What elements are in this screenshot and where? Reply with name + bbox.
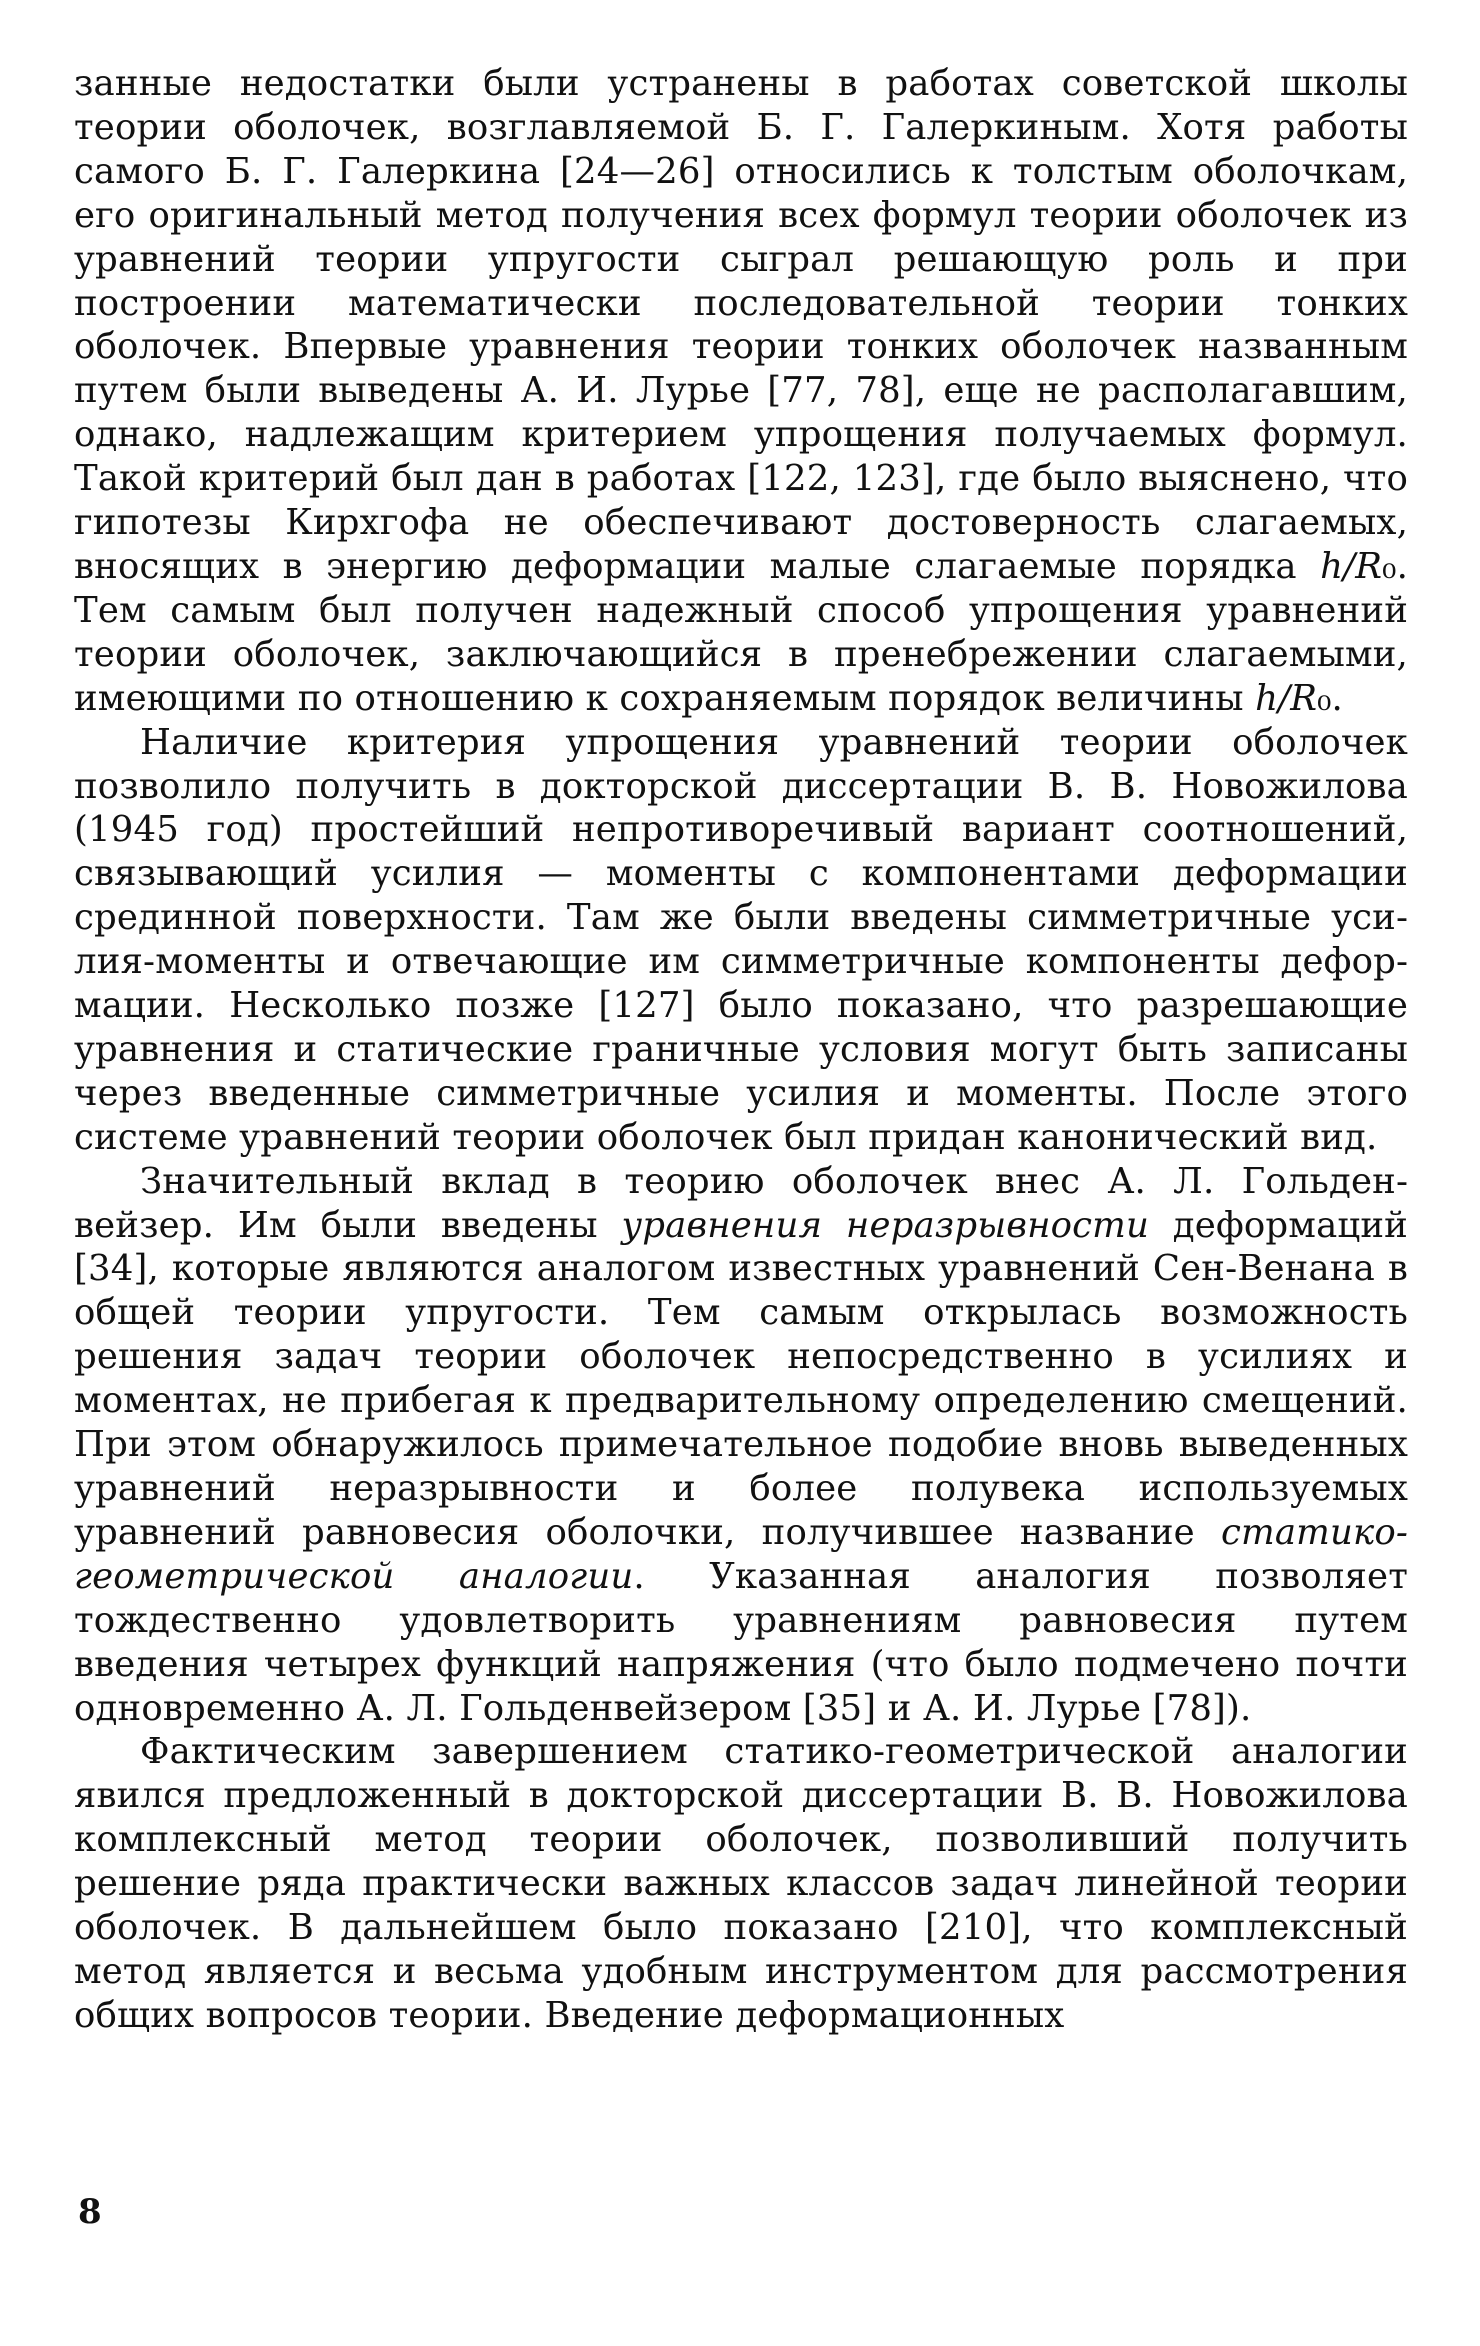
paragraph-3	[74, 1160, 1408, 1731]
paragraph-1-subscript-zero: ₀	[1382, 545, 1397, 587]
paragraph-1-formula-h-over-r-2: h/R	[1255, 677, 1318, 719]
paragraph-2	[74, 721, 1408, 1160]
page-number: 8	[78, 2192, 102, 2232]
paragraph-3-term-static-geometric-analogy: статико-геометрической аналогии	[74, 1511, 1408, 1597]
paragraph-3-text-b: деформаций [34], которые являются аналогом известных уравнений Сен-Венана в общей теории упругости. Тем самым открылась возможность решения задач теории оболочек непосредственно в усилиях и моментах, не прибегая к предварительному определению смещений. При этом обнаружилось примечательное подобие вновь выведенных уравнений неразрывности и более полувека используемых уравнений равновесия оболочки, получившее название	[74, 1204, 1408, 1553]
paragraph-2-text: Наличие критерия упрощения уравнений теории оболочек позволило получить в докторской диссертации В. В. Новожилова (1945 год) простейший непротиворечивый вариант соотношений, связывающий усилия — моменты с компонентами деформации срединной поверхности. Там же были введены симметричные усилия-моменты и отвечающие им симметричные компоненты деформации. Несколько позже [127] было показано, что разрешающие уравнения и статические граничные условия могут быть записаны через введенные симметричные усилия и моменты. После этого системе уравнений теории оболочек был придан канонический вид.	[74, 721, 1408, 1158]
paragraph-1-text-a: занные недостатки были устранены в работах советской школы теории оболочек, возглавляемой Б. Г. Галеркиным. Хотя работы самого Б. Г. Галеркина [24—26] относились к толстым оболочкам, его оригинальный метод получения всех формул теории оболочек из уравнений теории упругости сыграл решающую роль и при построении математически последовательной теории тонких оболочек. Впервые уравнения теории тонких оболочек названным путем были выведены А. И. Лурье [77, 78], еще не располагавшим, однако, надлежащим критерием упрощения получаемых формул. Такой критерий был дан в работах [122, 123], где было выяснено, что гипотезы Кирхгофа не обеспечивают достоверность слагаемых, вносящих в энергию деформации малые слагаемые порядка	[74, 63, 1408, 587]
paragraph-4	[74, 1730, 1408, 2037]
paragraph-1-subscript-zero-2: ₀	[1317, 677, 1332, 719]
paragraph-1-text-b: . Тем самым был получен надежный способ упрощения уравнений теории оболочек, заключающийся в пренебрежении слагаемыми, имеющими по отношению к сохраняемым порядок величины	[74, 545, 1408, 719]
paragraph-4-text: Фактическим завершением статико-геометрической аналогии явился предложенный в докторской диссертации В. В. Новожилова комплексный метод теории оболочек, позволивший получить решение ряда практически важных классов задач линейной теории оболочек. В дальнейшем было показано [210], что комплексный метод является и весьма удобным инструментом для рассмотрения общих вопросов теории. Введение деформационных	[74, 1731, 1408, 2036]
paragraph-1	[74, 62, 1408, 721]
page-body	[74, 62, 1408, 2038]
paragraph-1-formula-h-over-r: h/R	[1320, 545, 1383, 587]
paragraph-3-text-c: . Указанная аналогия позволяет тождественно удовлетворить уравнениям равновесия путем введения четырех функций напряжения (что было подмечено почти одновременно А. Л. Гольденвейзером [35] и А. И. Лурье [78]).	[74, 1555, 1408, 1729]
paragraph-3-text-a: Значительный вклад в теорию оболочек внес А. Л. Гольденвейзер. Им были введены	[74, 1160, 1408, 1246]
paragraph-3-term-continuity-equations: уравнения неразрывности	[621, 1204, 1149, 1246]
paragraph-1-text-c: .	[1331, 677, 1343, 719]
